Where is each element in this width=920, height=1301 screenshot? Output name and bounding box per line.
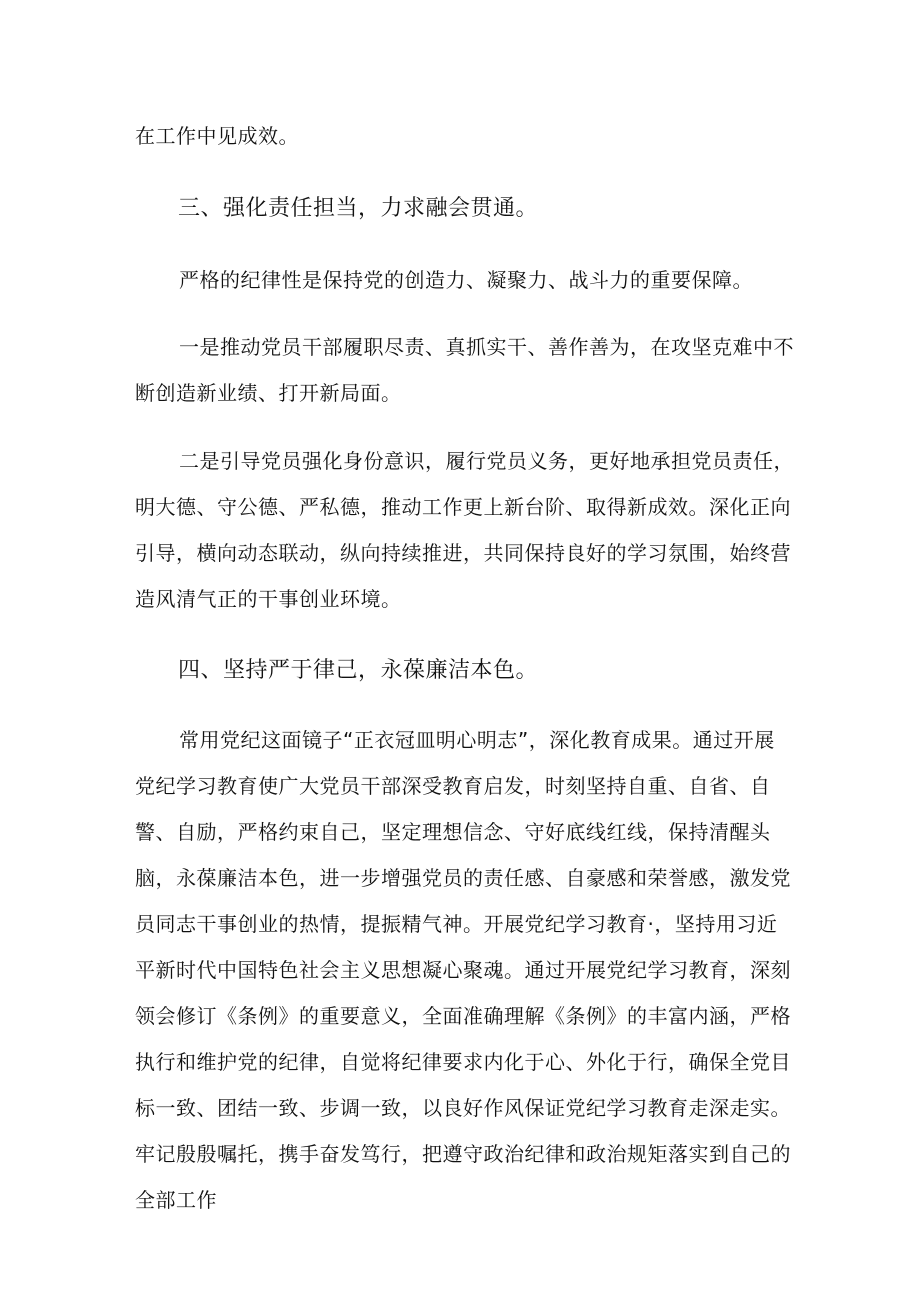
continuation-paragraph: 在工作中见成效。 xyxy=(135,124,299,148)
section-3-paragraph-3: 二是引导党员强化身份意识，履行党员义务，更好地承担党员责任，明大德、守公德、严私德，推动工作更上新台阶、取得新成效。深化正向引导，横向动态联动，纵向持续推进，共同保持良好的学习氛围，始终营造风清气正的干事创业环境。 xyxy=(135,449,794,611)
section-4-paragraph-1: 常用党纪这面镜子“正衣冠皿明心明志”，深化教育成果。通过开展党纪学习教育使广大党员干部深受教育启发，时刻坚持自重、自省、自警、自励，严格约束自己，坚定理想信念、守好底线红线，保持清醒头脑，永葆廉洁本色，进一步增强党员的责任感、自豪感和荣誉感，激发党员同志干事创业的热情，提振精气神。开展党纪学习教育·，坚持用习近平新时代中国特色社会主义思想凝心聚魂。通过开展党纪学习教育，深刻领会修订《条例》的重要意义，全面准确理解《条例》的丰富内涵，严格执行和维护党的纪律，自觉将纪律要求内化于心、外化于行，确保全党目标一致、团结一致、步调一致，以良好作风保证党纪学习教育走深走实。牢记殷殷嘱托，携手奋发笃行，把遵守政治纪律和政治规矩落实到自己的全部工作 xyxy=(135,728,791,1212)
section-heading-4: 四、坚持严于律己，永葆廉洁本色。 xyxy=(178,658,539,683)
section-3-paragraph-2: 一是推动党员干部履职尽责、真抓实干、善作善为，在攻坚克难中不断创造新业绩、打开新局面。 xyxy=(135,335,794,405)
section-heading-3: 三、强化责任担当，力求融会贯通。 xyxy=(178,196,539,221)
section-3-paragraph-1: 严格的纪律性是保持党的创造力、凝聚力、战斗力的重要保障。 xyxy=(179,268,753,292)
